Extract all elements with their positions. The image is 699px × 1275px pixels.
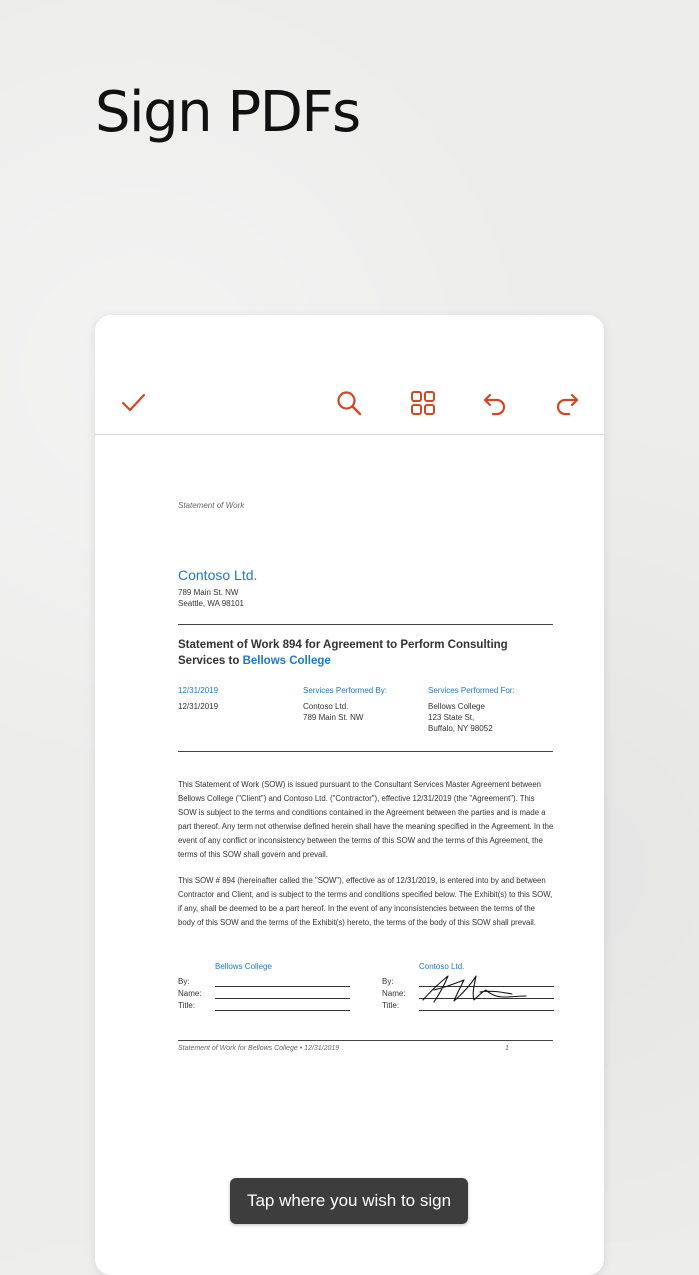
signature-name-label: Name: [178,989,202,998]
checkmark-icon[interactable] [117,387,149,419]
divider [178,751,553,752]
document-title [178,637,538,669]
signature-party: Contoso Ltd. [419,962,465,971]
company-address-line1: 789 Main St. NW [178,588,239,597]
signature-party: Bellows College [215,962,272,971]
performed-by-label: Services Performed By: [303,686,388,695]
date-value: 12/31/2019 [178,702,219,711]
date-label: 12/31/2019 [178,686,219,695]
grid-icon[interactable] [407,387,439,419]
body-paragraph-1: This Statement of Work (SOW) is issued pursuant to the Consultant Services Master Agreement between Bellows College ("Client") and Contoso Ltd. ("Contractor"), effective 12/31/2019 (the "Agreement"). This SOW is subject to the terms and conditions contained in the Agreement between the parties and is made a part thereof. Any term not otherwise defined herein shall have the meaning specified in the Agreement. In the event of any conflict or inconsistency between the terms of this SOW and the terms of this Agreement, the terms of this SOW shall govern and prevail. [178,780,554,859]
company-address-line2: Seattle, WA 98101 [178,599,244,608]
signature-title-label: Title: [178,1001,196,1010]
performed-for-label: Services Performed For: [428,686,515,695]
performed-for-line: Bellows College [428,702,485,711]
page-headline: Sign PDFs [95,80,360,145]
document-title-main: Statement of Work 894 for Agreement to Perform Consulting Services to [178,639,508,667]
signature-line [215,986,350,987]
page-number: 1 [505,1045,509,1052]
signature-name-label: Name: [382,989,406,998]
page-footer [178,1045,554,1052]
document-title-client: Bellows College [242,655,331,667]
signature-by-label: By: [382,977,394,986]
document-header: Statement of Work [178,501,245,510]
redo-icon[interactable] [551,387,583,419]
date-column [178,685,218,712]
divider [178,624,553,625]
pdf-page[interactable] [178,435,554,1275]
signature-line [419,1010,554,1011]
search-icon[interactable] [333,387,365,419]
signature-by-label: By: [178,977,190,986]
toolbar [95,315,604,435]
undo-icon[interactable] [479,387,511,419]
divider [178,1040,553,1041]
performed-for-column [428,685,515,734]
company-name: Contoso Ltd. [178,567,258,583]
performed-for-line: Buffalo, NY 98052 [428,724,493,733]
signature-title-label: Title: [382,1001,400,1010]
pdf-viewer-card [95,315,604,1275]
body-paragraph-2: This SOW # 894 (hereinafter called the "SOW"), effective as of 12/31/2019, is entered into by and between Contractor and Client, and is subject to the terms and conditions specified below. The Exhibit(s) to this SOW, if any, shall be deemed to be a part hereof. In the event of any inconsistencies between the terms of the body of this SOW and the terms of the Exhibit(s) hereto, the terms of the body of this SOW shall prevail. [178,876,553,927]
performed-by-line: Contoso Ltd. [303,702,349,711]
signature-line [215,998,350,999]
handwritten-signature [420,970,530,1006]
performed-by-column [303,685,387,723]
footer-text: Statement of Work for Bellows College • 12/31/2019 [178,1045,340,1052]
performed-for-line: 123 State St, [428,713,475,722]
sign-hint-toast: Tap where you wish to sign [230,1178,468,1224]
performed-by-line: 789 Main St. NW [303,713,364,722]
signature-line [215,1010,350,1011]
